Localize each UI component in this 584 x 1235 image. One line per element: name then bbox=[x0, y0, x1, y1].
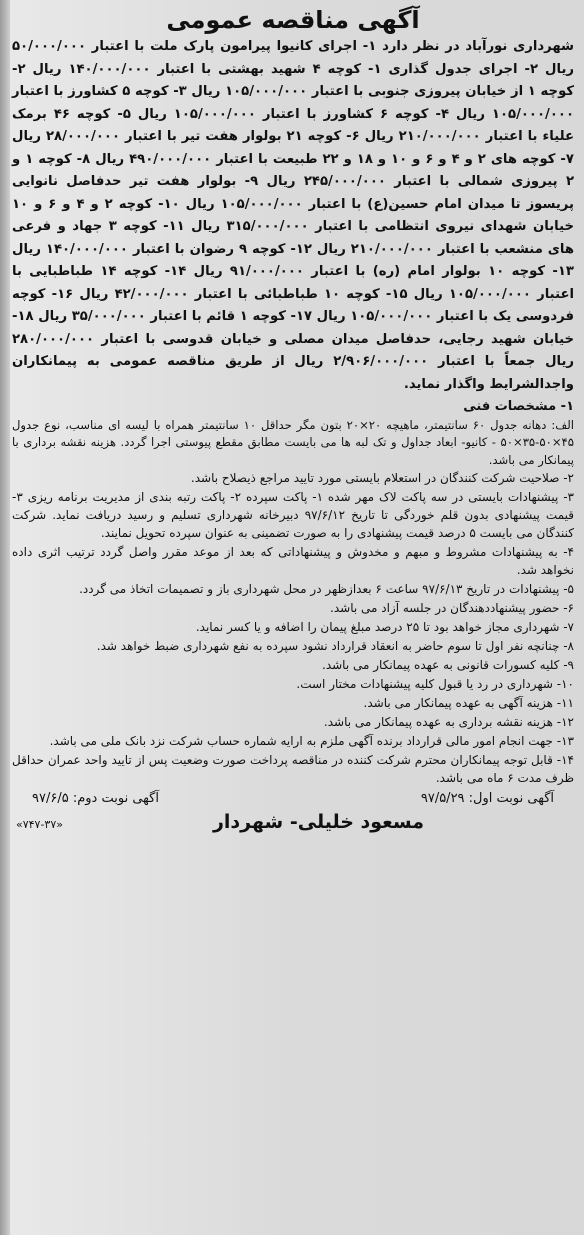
condition-item: ۱۰- شهرداری در رد یا قبول کلیه پیشنهادات مختار است. bbox=[296, 677, 574, 692]
condition-item: ۱۴- قابل توجه پیمانکاران محترم شرکت کننده در مناقصه پرداخت صورت وضعیت پس از تایید واحد عمران حداقل ظرف مدت ۶ ماه می باشد. bbox=[12, 753, 574, 786]
spec-a-paragraph: الف: دهانه جدول ۶۰ سانتیمتر، ماهیچه ۲۰×۲۰ بتون مگر حداقل ۱۰ سانتیمتر همراه با لیسه ای مناسب، نوع جدول ۴۵×۵۰-۳۵×۵۰ - کانیو- ابعاد جداول و تک لبه ها می بایست مطابق مقطع پیوستی اجرا گردد. هزینه نقشه برداری با پیمانکار می باشد. bbox=[12, 418, 574, 467]
signature-line bbox=[12, 809, 574, 835]
condition-item: ۱۱- هزینه آگهی به عهده پیمانکار می باشد. bbox=[363, 696, 574, 711]
condition-item: ۴- به پیشنهادات مشروط و مبهم و مخدوش و پیشنهاداتی که بعد از موعد مقرر واصل گردد ترتیب اثری داده نخواهد شد. bbox=[12, 545, 574, 578]
condition-item: ۱۲- هزینه نقشه برداری به عهده پیمانکار می باشد. bbox=[323, 715, 574, 730]
notice-dates bbox=[12, 789, 574, 809]
ad-code: «۷۴۷-۳۷» bbox=[16, 818, 63, 832]
condition-item: ۵- پیشنهادات در تاریخ ۹۷/۶/۱۳ ساعت ۶ بعدازظهر در محل شهرداری باز و تصمیمات اتخاذ می گردد. bbox=[79, 582, 574, 597]
condition-item: ۳- پیشنهادات بایستی در سه پاکت لاک مهر شده ۱- پاکت سپرده ۲- پاکت رتبه بندی از مدیریت برنامه ریزی ۳- قیمت پیشنهادی بدون قلم خوردگی تا تاریخ ۹۷/۶/۱۲ دبیرخانه شهرداری تسلیم و رسید دریافت نماید. شرکت کنندگان می بایست ۵ درصد قیمت پیشنهادی را به صورت تضمینی به عنوان سپرده تحویل نمایند. bbox=[12, 490, 575, 541]
signer-name: مسعود خلیلی- شهردار bbox=[212, 811, 425, 834]
conditions-list bbox=[12, 469, 574, 787]
second-notice-date: آگهی نوبت دوم: ۹۷/۶/۵ bbox=[32, 791, 159, 807]
condition-item: ۲- صلاحیت شرکت کنندگان در استعلام بایستی مورد تایید مراجع ذیصلاح باشد. bbox=[190, 471, 574, 486]
notice-lead-paragraph: شهرداری نورآباد در نظر دارد ۱- اجرای کانیوا پیرامون پارک ملت با اعتبار ۵۰/۰۰۰/۰۰۰ ریال ۲- اجرای جدول گذاری ۱- کوچه ۴ شهید بهشتی با اعتبار ۱۴۰/۰۰۰/۰۰۰ ریال ۲- کوچه ۱ از خیابان پیروزی جنوبی با اعتبار ۱۰۵/۰۰۰/۰۰۰ ریال ۳- کوچه ۵ کشاورز با اعتبار ۱۰۵/۰۰۰/۰۰۰ ریال ۴- کوچه ۶ کشاورز با اعتبار ۱۰۵/۰۰۰/۰۰۰ ریال ۵- کوچه ۴۶ برمک علیاء با اعتبار ۲۱۰/۰۰۰/۰۰۰ ریال ۶- کوچه ۲۱ بولوار هفت تیر با اعتبار ۲۸/۰۰۰/۰۰۰ ریال ۷- کوچه های ۲ و ۴ و ۶ و ۱۰ و ۱۸ و ۲۲ طبیعت با اعتبار ۴۹۰/۰۰۰/۰۰۰ ریال ۸- کوچه ۱ و ۲ پیروزی شمالی با اعتبار ۲۴۵/۰۰۰/۰۰۰ ریال ۹- بولوار هفت تیر حدفاصل نانوایی پریسوز تا میدان امام حسین(ع) با اعتبار ۱۰۵/۰۰۰/۰۰۰ ریال ۱۰- کوچه ۲ و ۴ و ۶ و ۱۰ خیابان شهدای نیروی انتظامی با اعتبار ۳۱۵/۰۰۰/۰۰۰ ریال ۱۱- کوچه ۳ جهاد و فرعی های منشعب با اعتبار ۲۱۰/۰۰۰/۰۰۰ ریال ۱۲- کوچه ۹ رضوان با اعتبار ۱۴۰/۰۰۰/۰۰۰ ریال ۱۳- کوچه ۱۰ بولوار امام (ره) با اعتبار ۹۱/۰۰۰/۰۰۰ ریال ۱۴- کوچه ۱۴ طباطبایی با اعتبار ۱۰۵/۰۰۰/۰۰۰ ریال ۱۵- کوچه ۱۰ طباطبائی با اعتبار ۴۲/۰۰۰/۰۰۰ ریال ۱۶- کوچه فردوسی یک با اعتبار ۱۰۵/۰۰۰/۰۰۰ ریال ۱۷- کوچه ۱ قائم با اعتبار ۳۵/۰۰۰/۰۰۰ ریال ۱۸- خیابان شهید رجایی، حدفاصل میدان مصلی و خیابان قدوسی با اعتبار ۲۸۰/۰۰۰/۰۰۰ ریال جمعاً با اعتبار ۲/۹۰۶/۰۰۰/۰۰۰ ریال از طریق مناقصه عمومی به پیمانکاران واجدالشرایط واگذار نماید. bbox=[12, 39, 575, 392]
condition-item: ۸- چنانچه نفر اول تا سوم حاضر به انعقاد قرارداد نشود سپرده به نفع شهرداری ضبط خواهد شد. bbox=[96, 639, 574, 654]
page-fold-shadow bbox=[0, 0, 10, 1235]
condition-item: ۶- حضور پیشنهاددهندگان در جلسه آزاد می باشد. bbox=[330, 601, 574, 616]
condition-item: ۹- کلیه کسورات قانونی به عهده پیمانکار می باشد. bbox=[322, 658, 574, 673]
notice-title: آگهی مناقصه عمومی bbox=[166, 6, 420, 34]
condition-item: ۱۳- جهت انجام امور مالی قرارداد برنده آگهی ملزم به ارایه شماره حساب شرکت نزد بانک ملی می باشد. bbox=[49, 734, 574, 749]
technical-specs-heading: ۱- مشخصات فنی bbox=[463, 399, 574, 414]
first-notice-date: آگهی نوبت اول: ۹۷/۵/۲۹ bbox=[420, 791, 554, 807]
condition-item: ۷- شهرداری مجاز خواهد بود تا ۲۵ درصد مبلغ پیمان را اضافه و یا کسر نماید. bbox=[195, 620, 574, 635]
